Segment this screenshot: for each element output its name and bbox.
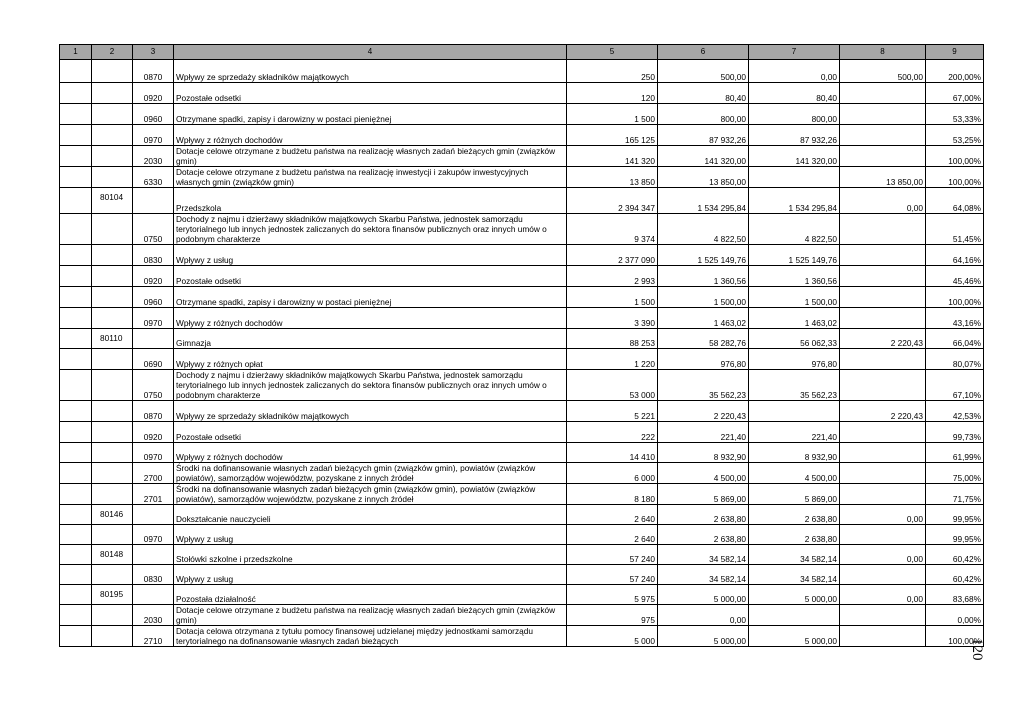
- paragraph-code: 0970: [133, 125, 174, 146]
- description: Otrzymane spadki, zapisy i darowizny w postaci pieniężnej: [174, 104, 567, 125]
- column-number: 7: [749, 45, 840, 60]
- part-cell: [60, 104, 92, 125]
- paragraph-code: 2030: [133, 146, 174, 167]
- percent-executed: 0,00%: [926, 605, 984, 626]
- executed-total: 34 582,14: [658, 565, 749, 585]
- paragraph-code: 6330: [133, 167, 174, 188]
- plan-amount: 222: [567, 422, 658, 443]
- section-code: [92, 525, 133, 545]
- executed-property: 2 220,43: [840, 401, 926, 422]
- percent-executed: 83,68%: [926, 585, 984, 605]
- table-row: [60, 525, 984, 545]
- percent-executed: 100,00%: [926, 146, 984, 167]
- table-row: [60, 287, 984, 308]
- table-row: [60, 349, 984, 370]
- table-row: [60, 626, 984, 647]
- section-code: [92, 422, 133, 443]
- percent-executed: 99,95%: [926, 505, 984, 525]
- table-row: [60, 188, 984, 214]
- column-number: 9: [926, 45, 984, 60]
- plan-amount: 1 500: [567, 287, 658, 308]
- executed-total: 13 850,00: [658, 167, 749, 188]
- description: Wpływy z usług: [174, 565, 567, 585]
- description: Wpływy z różnych dochodów: [174, 443, 567, 463]
- paragraph-code: 2710: [133, 626, 174, 647]
- paragraph-code: 0960: [133, 287, 174, 308]
- plan-amount: 165 125: [567, 125, 658, 146]
- plan-amount: 5 975: [567, 585, 658, 605]
- executed-current: [749, 401, 840, 422]
- section-code: 80146: [92, 505, 133, 525]
- table-row: [60, 60, 984, 83]
- column-number: 4: [174, 45, 567, 60]
- part-cell: [60, 125, 92, 146]
- percent-executed: 45,46%: [926, 266, 984, 287]
- executed-current: 5 000,00: [749, 585, 840, 605]
- executed-current: 2 638,80: [749, 505, 840, 525]
- paragraph-code: [133, 585, 174, 605]
- executed-property: [840, 565, 926, 585]
- executed-total: 1 463,02: [658, 308, 749, 329]
- table-row: [60, 266, 984, 287]
- description: Pozostałe odsetki: [174, 83, 567, 104]
- description: Wpływy z różnych dochodów: [174, 308, 567, 329]
- section-code: [92, 349, 133, 370]
- executed-current: 2 638,80: [749, 525, 840, 545]
- executed-current: 5 000,00: [749, 626, 840, 647]
- table-row: [60, 104, 984, 125]
- plan-amount: 5 000: [567, 626, 658, 647]
- part-cell: [60, 349, 92, 370]
- column-number-row: [60, 45, 984, 60]
- executed-current: 4 500,00: [749, 463, 840, 484]
- table-row: [60, 308, 984, 329]
- percent-executed: 200,00%: [926, 60, 984, 83]
- section-code: [92, 308, 133, 329]
- executed-property: [840, 525, 926, 545]
- section-code: [92, 287, 133, 308]
- section-code: [92, 104, 133, 125]
- section-code: 80110: [92, 329, 133, 349]
- description: Wpływy ze sprzedaży składników majątkowych: [174, 60, 567, 83]
- table-row: [60, 83, 984, 104]
- description: Dotacje celowe otrzymane z budżetu państwa na realizację inwestycji i zakupów inwestycyjnych własnych gmin (związków gmin): [174, 167, 567, 188]
- part-cell: [60, 484, 92, 505]
- paragraph-code: [133, 505, 174, 525]
- table-row: [60, 422, 984, 443]
- percent-executed: 53,25%: [926, 125, 984, 146]
- description: Gimnazja: [174, 329, 567, 349]
- table-row: [60, 125, 984, 146]
- description: Wpływy z usług: [174, 525, 567, 545]
- executed-current: 34 582,14: [749, 565, 840, 585]
- section-code: [92, 463, 133, 484]
- section-code: 80148: [92, 545, 133, 565]
- description: Dotacja celowa otrzymana z tytułu pomocy finansowej udzielanej między jednostkami samorządu terytorialnego na dofinansowanie własnych zadań bieżących: [174, 626, 567, 647]
- paragraph-code: 0750: [133, 214, 174, 245]
- part-cell: [60, 626, 92, 647]
- executed-current: 1 360,56: [749, 266, 840, 287]
- executed-property: 0,00: [840, 585, 926, 605]
- executed-property: [840, 443, 926, 463]
- executed-total: 34 582,14: [658, 545, 749, 565]
- executed-total: 141 320,00: [658, 146, 749, 167]
- plan-amount: 57 240: [567, 565, 658, 585]
- executed-property: [840, 463, 926, 484]
- paragraph-code: [133, 188, 174, 214]
- executed-total: 4 500,00: [658, 463, 749, 484]
- executed-current: 35 562,23: [749, 370, 840, 401]
- description: Wpływy z różnych opłat: [174, 349, 567, 370]
- percent-executed: 100,00%: [926, 167, 984, 188]
- executed-property: [840, 83, 926, 104]
- paragraph-code: 0920: [133, 83, 174, 104]
- executed-property: 0,00: [840, 505, 926, 525]
- executed-property: 500,00: [840, 60, 926, 83]
- percent-executed: 64,08%: [926, 188, 984, 214]
- description: Stołówki szkolne i przedszkolne: [174, 545, 567, 565]
- plan-amount: 1 500: [567, 104, 658, 125]
- paragraph-code: 0870: [133, 401, 174, 422]
- table-row: [60, 167, 984, 188]
- percent-executed: 100,00%: [926, 626, 984, 647]
- plan-amount: 9 374: [567, 214, 658, 245]
- section-code: [92, 401, 133, 422]
- executed-current: 87 932,26: [749, 125, 840, 146]
- executed-property: [840, 422, 926, 443]
- executed-total: 5 000,00: [658, 585, 749, 605]
- executed-total: 58 282,76: [658, 329, 749, 349]
- part-cell: [60, 266, 92, 287]
- budget-table: [59, 44, 984, 647]
- executed-property: [840, 125, 926, 146]
- executed-current: 1 534 295,84: [749, 188, 840, 214]
- part-cell: [60, 585, 92, 605]
- plan-amount: 250: [567, 60, 658, 83]
- executed-total: 5 000,00: [658, 626, 749, 647]
- executed-property: [840, 349, 926, 370]
- plan-amount: 2 394 347: [567, 188, 658, 214]
- percent-executed: 71,75%: [926, 484, 984, 505]
- part-cell: [60, 401, 92, 422]
- page-number: 120: [969, 638, 985, 661]
- executed-property: 0,00: [840, 545, 926, 565]
- table-row: [60, 545, 984, 565]
- column-number: 6: [658, 45, 749, 60]
- paragraph-code: 0970: [133, 443, 174, 463]
- section-code: 80195: [92, 585, 133, 605]
- percent-executed: 42,53%: [926, 401, 984, 422]
- part-cell: [60, 525, 92, 545]
- executed-current: 56 062,33: [749, 329, 840, 349]
- executed-current: 976,80: [749, 349, 840, 370]
- percent-executed: 99,73%: [926, 422, 984, 443]
- plan-amount: 2 640: [567, 525, 658, 545]
- percent-executed: 99,95%: [926, 525, 984, 545]
- section-code: [92, 167, 133, 188]
- executed-current: [749, 167, 840, 188]
- executed-total: 2 638,80: [658, 505, 749, 525]
- column-number: 2: [92, 45, 133, 60]
- section-code: [92, 125, 133, 146]
- executed-property: 2 220,43: [840, 329, 926, 349]
- plan-amount: 14 410: [567, 443, 658, 463]
- plan-amount: 1 220: [567, 349, 658, 370]
- paragraph-code: 2701: [133, 484, 174, 505]
- section-code: [92, 626, 133, 647]
- plan-amount: 975: [567, 605, 658, 626]
- paragraph-code: 2030: [133, 605, 174, 626]
- description: Dotacje celowe otrzymane z budżetu państwa na realizację własnych zadań bieżących gmin (związków gmin): [174, 146, 567, 167]
- executed-property: [840, 605, 926, 626]
- executed-property: [840, 104, 926, 125]
- plan-amount: 2 640: [567, 505, 658, 525]
- table-row: [60, 370, 984, 401]
- table-row: [60, 443, 984, 463]
- executed-current: 1 463,02: [749, 308, 840, 329]
- percent-executed: 60,42%: [926, 565, 984, 585]
- part-cell: [60, 188, 92, 214]
- paragraph-code: 0970: [133, 308, 174, 329]
- description: Pozostałe odsetki: [174, 266, 567, 287]
- part-cell: [60, 422, 92, 443]
- description: Przedszkola: [174, 188, 567, 214]
- percent-executed: 66,04%: [926, 329, 984, 349]
- part-cell: [60, 167, 92, 188]
- percent-executed: 60,42%: [926, 545, 984, 565]
- part-cell: [60, 443, 92, 463]
- description: Dotacje celowe otrzymane z budżetu państwa na realizację własnych zadań bieżących gmin (związków gmin): [174, 605, 567, 626]
- paragraph-code: 0750: [133, 370, 174, 401]
- executed-total: 80,40: [658, 83, 749, 104]
- executed-total: 35 562,23: [658, 370, 749, 401]
- executed-property: 13 850,00: [840, 167, 926, 188]
- description: Pozostałe odsetki: [174, 422, 567, 443]
- paragraph-code: 0830: [133, 565, 174, 585]
- executed-total: 500,00: [658, 60, 749, 83]
- column-number: 1: [60, 45, 92, 60]
- section-code: [92, 565, 133, 585]
- table-row: [60, 245, 984, 266]
- section-code: [92, 245, 133, 266]
- table-row: [60, 401, 984, 422]
- executed-property: [840, 266, 926, 287]
- executed-total: 87 932,26: [658, 125, 749, 146]
- description: Wpływy z różnych dochodów: [174, 125, 567, 146]
- paragraph-code: 0870: [133, 60, 174, 83]
- section-code: 80104: [92, 188, 133, 214]
- plan-amount: 13 850: [567, 167, 658, 188]
- executed-total: 4 822,50: [658, 214, 749, 245]
- executed-current: 8 932,90: [749, 443, 840, 463]
- executed-total: 2 220,43: [658, 401, 749, 422]
- description: Środki na dofinansowanie własnych zadań bieżących gmin (związków gmin), powiatów (związków powiatów), samorządów województw, pozyskane z innych źródeł: [174, 463, 567, 484]
- paragraph-code: 0920: [133, 266, 174, 287]
- executed-property: [840, 626, 926, 647]
- table-row: [60, 214, 984, 245]
- part-cell: [60, 60, 92, 83]
- executed-total: 1 360,56: [658, 266, 749, 287]
- executed-current: 0,00: [749, 60, 840, 83]
- table-row: [60, 585, 984, 605]
- executed-total: 8 932,90: [658, 443, 749, 463]
- executed-property: [840, 146, 926, 167]
- executed-total: 0,00: [658, 605, 749, 626]
- table-row: [60, 146, 984, 167]
- section-code: [92, 605, 133, 626]
- plan-amount: 88 253: [567, 329, 658, 349]
- section-code: [92, 146, 133, 167]
- executed-total: 976,80: [658, 349, 749, 370]
- percent-executed: 80,07%: [926, 349, 984, 370]
- plan-amount: 5 221: [567, 401, 658, 422]
- plan-amount: 2 993: [567, 266, 658, 287]
- percent-executed: 67,00%: [926, 83, 984, 104]
- column-number: 3: [133, 45, 174, 60]
- description: Środki na dofinansowanie własnych zadań bieżących gmin (związków gmin), powiatów (związków powiatów), samorządów województw, pozyskane z innych źródeł: [174, 484, 567, 505]
- plan-amount: 53 000: [567, 370, 658, 401]
- executed-property: [840, 287, 926, 308]
- paragraph-code: [133, 329, 174, 349]
- percent-executed: 61,99%: [926, 443, 984, 463]
- executed-current: 1 500,00: [749, 287, 840, 308]
- executed-current: 34 582,14: [749, 545, 840, 565]
- executed-total: 1 525 149,76: [658, 245, 749, 266]
- executed-property: [840, 370, 926, 401]
- section-code: [92, 370, 133, 401]
- table-row: [60, 605, 984, 626]
- plan-amount: 8 180: [567, 484, 658, 505]
- paragraph-code: [133, 545, 174, 565]
- percent-executed: 53,33%: [926, 104, 984, 125]
- executed-property: [840, 484, 926, 505]
- executed-total: 1 500,00: [658, 287, 749, 308]
- description: Otrzymane spadki, zapisy i darowizny w postaci pieniężnej: [174, 287, 567, 308]
- executed-current: 800,00: [749, 104, 840, 125]
- plan-amount: 3 390: [567, 308, 658, 329]
- percent-executed: 67,10%: [926, 370, 984, 401]
- description: Dochody z najmu i dzierżawy składników majątkowych Skarbu Państwa, jednostek samorządu terytorialnego lub innych jednostek zaliczanych do sektora finansów publicznych oraz innych umów o podobnym charakterze: [174, 214, 567, 245]
- plan-amount: 141 320: [567, 146, 658, 167]
- part-cell: [60, 308, 92, 329]
- percent-executed: 43,16%: [926, 308, 984, 329]
- paragraph-code: 0920: [133, 422, 174, 443]
- part-cell: [60, 329, 92, 349]
- table-body: [60, 45, 984, 647]
- part-cell: [60, 463, 92, 484]
- column-number: 8: [840, 45, 926, 60]
- plan-amount: 57 240: [567, 545, 658, 565]
- executed-current: 1 525 149,76: [749, 245, 840, 266]
- part-cell: [60, 214, 92, 245]
- part-cell: [60, 545, 92, 565]
- executed-current: [749, 605, 840, 626]
- part-cell: [60, 605, 92, 626]
- executed-current: 4 822,50: [749, 214, 840, 245]
- description: Wpływy z usług: [174, 245, 567, 266]
- section-code: [92, 83, 133, 104]
- executed-current: 80,40: [749, 83, 840, 104]
- part-cell: [60, 287, 92, 308]
- executed-property: 0,00: [840, 188, 926, 214]
- table-row: [60, 484, 984, 505]
- description: Dokształcanie nauczycieli: [174, 505, 567, 525]
- part-cell: [60, 370, 92, 401]
- section-code: [92, 214, 133, 245]
- executed-total: 5 869,00: [658, 484, 749, 505]
- part-cell: [60, 505, 92, 525]
- description: Dochody z najmu i dzierżawy składników majątkowych Skarbu Państwa, jednostek samorządu terytorialnego lub innych jednostek zaliczanych do sektora finansów publicznych oraz innych umów o podobnym charakterze: [174, 370, 567, 401]
- column-number: 5: [567, 45, 658, 60]
- paragraph-code: 2700: [133, 463, 174, 484]
- section-code: [92, 60, 133, 83]
- executed-property: [840, 214, 926, 245]
- executed-total: 221,40: [658, 422, 749, 443]
- table-row: [60, 463, 984, 484]
- table-row: [60, 329, 984, 349]
- executed-total: 2 638,80: [658, 525, 749, 545]
- paragraph-code: 0830: [133, 245, 174, 266]
- paragraph-code: 0960: [133, 104, 174, 125]
- plan-amount: 120: [567, 83, 658, 104]
- section-code: [92, 443, 133, 463]
- plan-amount: 2 377 090: [567, 245, 658, 266]
- percent-executed: 64,16%: [926, 245, 984, 266]
- executed-current: 141 320,00: [749, 146, 840, 167]
- section-code: [92, 484, 133, 505]
- executed-current: 221,40: [749, 422, 840, 443]
- table-row: [60, 565, 984, 585]
- executed-total: 800,00: [658, 104, 749, 125]
- executed-current: 5 869,00: [749, 484, 840, 505]
- executed-property: [840, 245, 926, 266]
- section-code: [92, 266, 133, 287]
- part-cell: [60, 83, 92, 104]
- executed-property: [840, 308, 926, 329]
- percent-executed: 100,00%: [926, 287, 984, 308]
- part-cell: [60, 245, 92, 266]
- percent-executed: 75,00%: [926, 463, 984, 484]
- paragraph-code: 0970: [133, 525, 174, 545]
- description: Wpływy ze sprzedaży składników majątkowych: [174, 401, 567, 422]
- part-cell: [60, 565, 92, 585]
- percent-executed: 51,45%: [926, 214, 984, 245]
- table-row: [60, 505, 984, 525]
- paragraph-code: 0690: [133, 349, 174, 370]
- plan-amount: 6 000: [567, 463, 658, 484]
- description: Pozostała działalność: [174, 585, 567, 605]
- executed-total: 1 534 295,84: [658, 188, 749, 214]
- part-cell: [60, 146, 92, 167]
